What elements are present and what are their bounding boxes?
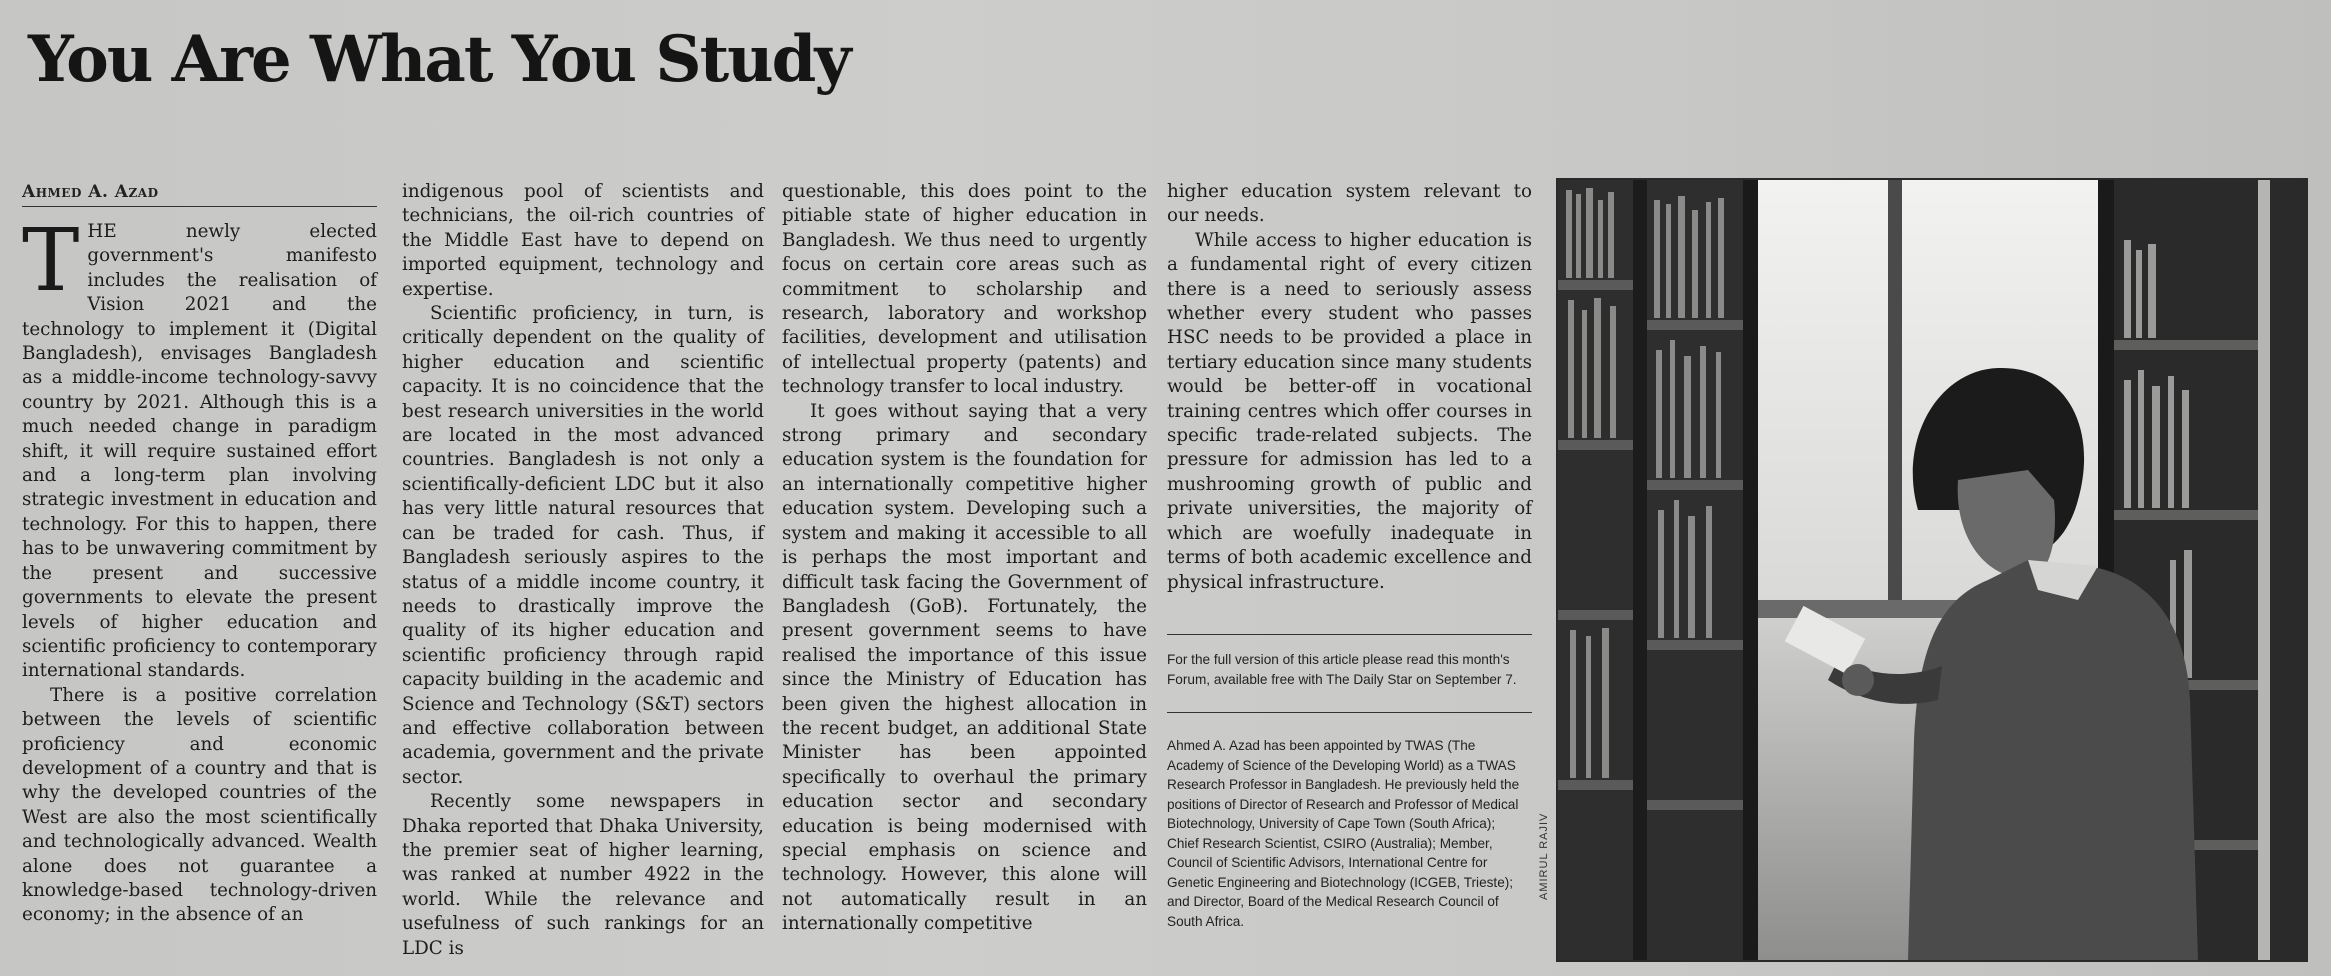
divider-rule: [1167, 634, 1532, 635]
article-photo: [1556, 178, 2308, 962]
article-paragraph: Recently some newspapers in Dhaka reported that Dhaka University, the premier seat of higher learning, was ranked at number 4922 in the world. While the relevance and usefulness of such rankings for an LDC is: [402, 791, 764, 959]
article-paragraph: There is a positive correlation between the levels of scientific proficiency and economic development of a country and that is why the developed countries of the West are also the most scientifically and technologically advanced. Wealth alone does not guarantee a knowledge-based technology-driven economy; in the absence of an: [22, 684, 377, 926]
article-paragraph: questionable, this does point to the pitiable state of higher education in Bangladesh. We thus need to urgently focus on certain core areas such as commitment to scholarship and research, laboratory and workshop facilities, development and utilisation of intellectual property (patents) and technology transfer to local industry.: [782, 181, 1147, 398]
photo-credit: AMIRUL RAJIV: [1538, 812, 1550, 900]
drop-cap: T: [22, 211, 80, 311]
article-headline: You Are What You Study: [28, 22, 850, 97]
article-paragraph: indigenous pool of scientists and technicians, the oil-rich countries of the Middle East have to depend on imported equipment, technology and expertise.: [402, 181, 764, 300]
article-column-1: [22, 211, 377, 928]
article-column-4: [1167, 180, 1532, 595]
article-byline: Ahmed A. Azad: [22, 182, 377, 207]
article-paragraph: While access to higher education is a fundamental right of every citizen there is a need to seriously assess whether every student who passes HSC needs to be provided a place in tertiary education since many students would be better-off in vocational training centres which offer courses in specific trade-related subjects. The pressure for admission has led to a mushrooming growth of public and private universities, the majority of which are woefully inadequate in terms of both academic excellence and physical infrastructure.: [1167, 229, 1532, 593]
author-bio: Ahmed A. Azad has been appointed by TWAS (The Academy of Science of the Developing World) as a TWAS Research Professor in Bangladesh. He previously held the positions of Director of Research and Professor of Medical Biotechnology, University of Cape Town (South Africa); Chief Research Scientist, CSIRO (Australia); Member, Council of Scientific Advisors, International Centre for Genetic Engineering and Biotechnology (ICGEB, Trieste); and Director, Board of the Medical Research Council of South Africa.: [1167, 738, 1520, 929]
forum-note: For the full version of this article please read this month's Forum, available free with The Daily Star on September 7.: [1167, 652, 1517, 687]
article-paragraph: It goes without saying that a very strong primary and secondary education system is the foundation for an internationally competitive higher education system. Developing such a system and making it accessible to all is perhaps the most important and difficult task facing the Government of Bangladesh (GoB). Fortunately, the present government seems to have realised the importance of this issue since the Ministry of Education has been given the highest allocation in the recent budget, an additional State Minister has been appointed specifically to overhaul the primary education sector and secondary education is being modernised with special emphasis on science and technology. However, this alone will not automatically result in an internationally competitive: [782, 400, 1147, 935]
article-paragraph: Scientific proficiency, in turn, is critically dependent on the quality of higher education and scientific capacity. It is no coincidence that the best research universities in the world are located in the most advanced countries. Bangladesh is not only a scientifically-deficient LDC but it also has very little natural resources that can be traded for cash. Thus, if Bangladesh seriously aspires to the status of a middle income country, it needs to drastically improve the quality of its higher education and scientific proficiency through rapid capacity building in the academic and Science and Technology (S&T) sectors and effective collaboration between academia, government and the private sector.: [402, 303, 764, 788]
article-paragraph: higher education system relevant to our needs.: [1167, 181, 1532, 227]
library-student-illustration: [1558, 180, 2306, 960]
divider-rule: [1167, 712, 1532, 713]
paragraph-text: HE newly elected government's manifesto includes the realisation of Vision 2021 and the technology to implement it (Digital Bangladesh), envisages Bangladesh as a middle-income technology-savvy country by 2021. Although this is a much needed change in paradigm shift, it will require sustained effort and a long-term plan involving strategic investment in education and technology. For this to happen, there has to be unwavering commitment by the present and successive governments to elevate the present levels of higher education and scientific proficiency to contemporary international standards.: [22, 221, 377, 682]
article-column-2: [402, 180, 764, 961]
article-paragraph: [22, 211, 377, 684]
article-column-3: [782, 180, 1147, 937]
